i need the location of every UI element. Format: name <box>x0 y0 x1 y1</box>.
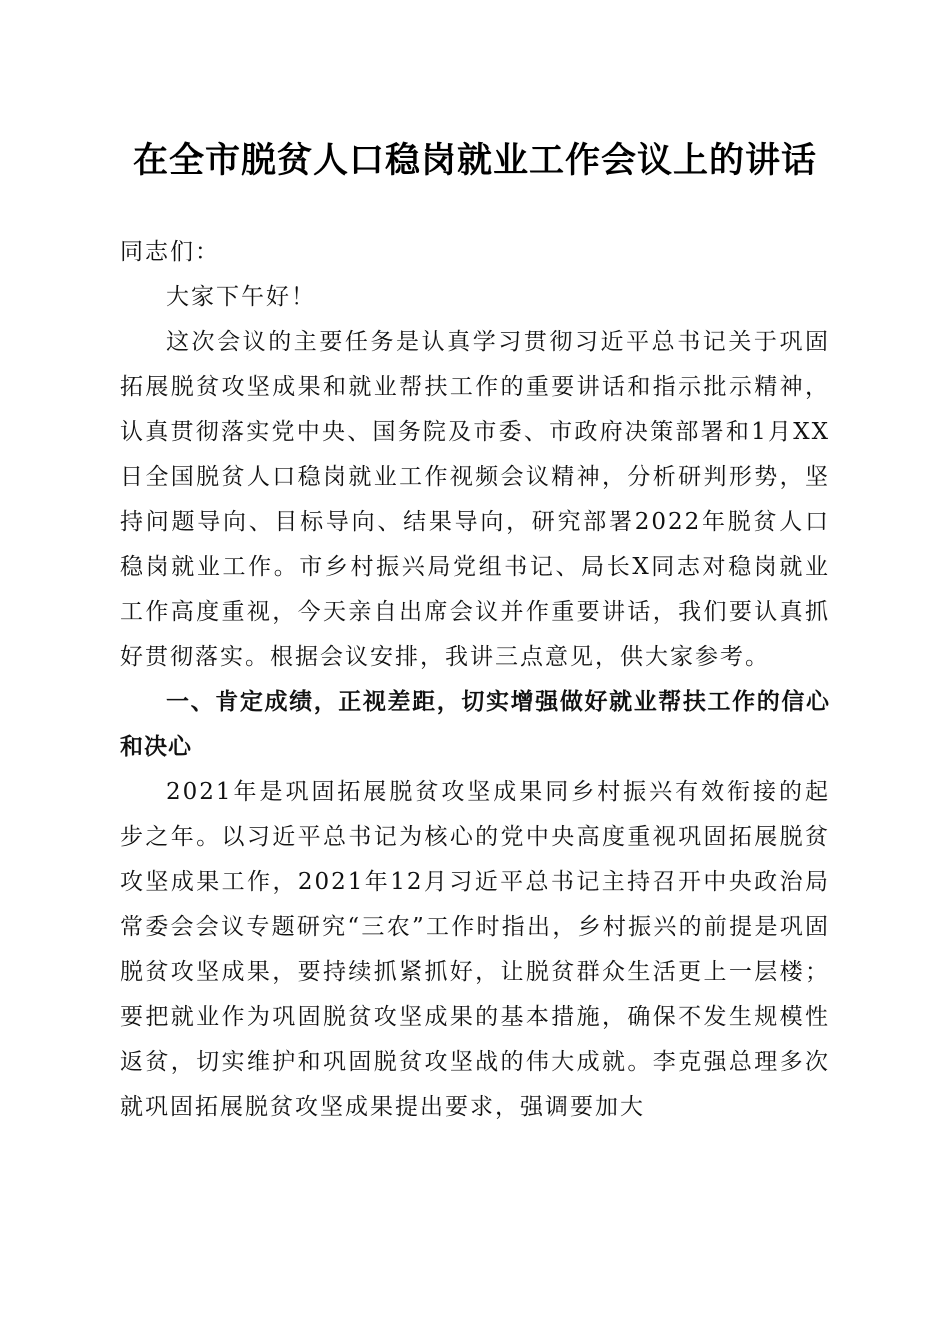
section-paragraph: 2021年是巩固拓展脱贫攻坚成果同乡村振兴有效衔接的起步之年。以习近平总书记为核心的党中央高度重视巩固拓展脱贫攻坚成果工作，2021年12月习近平总书记主持召开中央政治局常委会会议专题研究“三农”工作时指出，乡村振兴的前提是巩固脱贫攻坚成果，要持续抓紧抓好，让脱贫群众生活更上一层楼；要把就业作为巩固脱贫攻坚成果的基本措施，确保不发生规模性返贫，切实维护和巩固脱贫攻坚战的伟大成就。李克强总理多次就巩固拓展脱贫攻坚成果提出要求，强调要加大 <box>120 779 830 1120</box>
intro-paragraph: 这次会议的主要任务是认真学习贯彻习近平总书记关于巩固拓展脱贫攻坚成果和就业帮扶工作的重要讲话和指示批示精神，认真贯彻落实党中央、国务院及市委、市政府决策部署和1月XX日全国脱贫人口稳岗就业工作视频会议精神，分析研判形势，坚持问题导向、目标导向、结果导向，研究部署2022年脱贫人口稳岗就业工作。市乡村振兴局党组书记、局长X同志对稳岗就业工作高度重视，今天亲自出席会议并作重要讲话，我们要认真抓好贯彻落实。根据会议安排，我讲三点意见，供大家参考。 <box>120 329 830 670</box>
document-body <box>120 230 830 1130</box>
section-heading: 一、肯定成绩，正视差距，切实增强做好就业帮扶工作的信心和决心 <box>120 689 830 760</box>
greeting: 大家下午好！ <box>166 284 316 310</box>
document-title: 在全市脱贫人口稳岗就业工作会议上的讲话 <box>132 140 817 181</box>
salutation: 同志们： <box>120 239 220 265</box>
